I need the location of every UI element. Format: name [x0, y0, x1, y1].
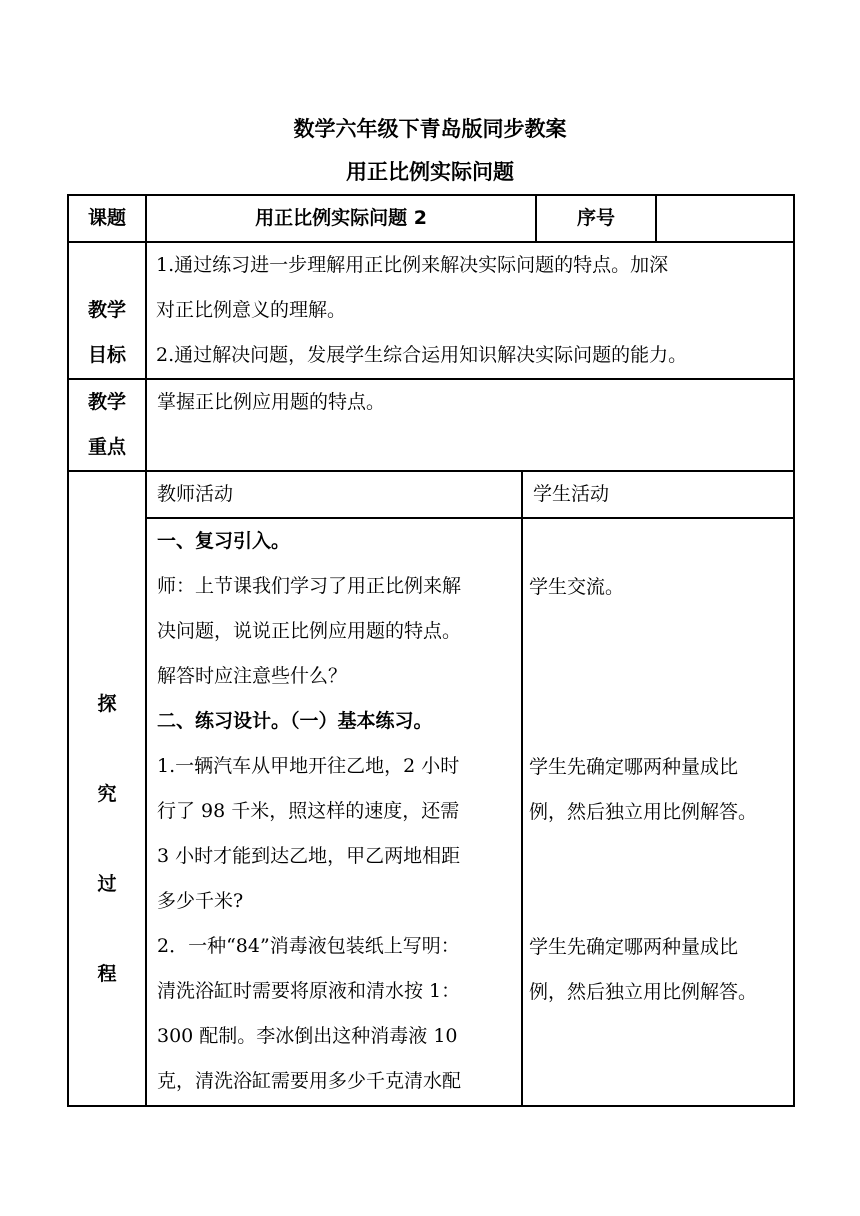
lesson-plan-table [67, 194, 795, 1107]
process-label-char: 探 [97, 692, 117, 715]
goals-row [68, 242, 794, 379]
goals-label-line2: 目标 [87, 343, 126, 366]
student-activity-content [522, 518, 794, 1106]
goals-content [146, 242, 794, 379]
goals-line: 对正比例意义的理解。 [156, 299, 347, 321]
teacher-line: 克，清洗浴缸需要用多少千克清水配 [157, 1070, 462, 1092]
seq-value [656, 195, 794, 242]
process-label-char: 程 [97, 962, 117, 985]
goals-line: 2.通过解决问题，发展学生综合运用知识解决实际问题的能力。 [156, 344, 688, 366]
teacher-line: 3 小时才能到达乙地，甲乙两地相距 [157, 845, 461, 867]
keypoints-text: 掌握正比例应用题的特点。 [157, 391, 386, 413]
goals-label-line1: 教学 [87, 298, 126, 321]
teacher-line: 二、练习设计。（一）基本练习。 [157, 710, 433, 732]
teacher-line: 2．一种“84”消毒液包装纸上写明： [157, 935, 460, 957]
teacher-activity-header: 教师活动 [146, 471, 522, 518]
process-content-row [68, 518, 794, 1106]
teacher-line: 300 配制。李冰倒出这种消毒液 10 [157, 1025, 458, 1047]
student-line: 例，然后独立用比例解答。 [529, 801, 758, 823]
student-line: 学生交流。 [529, 576, 625, 598]
teacher-line: 行了 98 千米，照这样的速度，还需 [157, 800, 460, 822]
keypoints-label-line1: 教学 [87, 391, 126, 413]
teacher-line: 一、复习引入。 [157, 530, 291, 552]
student-line: 学生先确定哪两种量成比 [529, 756, 739, 778]
teacher-line: 清洗浴缸时需要将原液和清水按 1： [157, 980, 461, 1002]
process-label-char: 究 [97, 782, 117, 805]
teacher-activity-content [146, 518, 522, 1106]
goals-label [68, 242, 146, 379]
teacher-line: 决问题，说说正比例应用题的特点。 [157, 620, 462, 642]
document-title: 数学六年级下青岛版同步教案 [293, 117, 567, 141]
topic-row [68, 195, 794, 242]
topic-value: 用正比例实际问题 2 [146, 195, 536, 242]
keypoints-row [68, 379, 794, 471]
teacher-line: 1.一辆汽车从甲地开往乙地，2 小时 [157, 755, 460, 777]
teacher-line: 解答时应注意些什么？ [157, 665, 348, 687]
teacher-line: 多少千米? [157, 890, 244, 912]
keypoints-label [68, 379, 146, 471]
teacher-line: 师：上节课我们学习了用正比例来解 [157, 575, 462, 597]
keypoints-content [146, 379, 794, 471]
process-header-row [68, 471, 794, 518]
document-subtitle: 用正比例实际问题 [346, 160, 514, 184]
topic-label: 课题 [68, 195, 146, 242]
student-line: 例，然后独立用比例解答。 [529, 981, 758, 1003]
student-activity-header: 学生活动 [522, 471, 794, 518]
seq-label: 序号 [536, 195, 656, 242]
keypoints-label-line2: 重点 [87, 436, 126, 458]
process-label-char: 过 [97, 872, 117, 895]
student-line: 学生先确定哪两种量成比 [529, 936, 739, 958]
process-label [68, 471, 146, 1106]
goals-line: 1.通过练习进一步理解用正比例来解决实际问题的特点。加深 [156, 254, 669, 276]
